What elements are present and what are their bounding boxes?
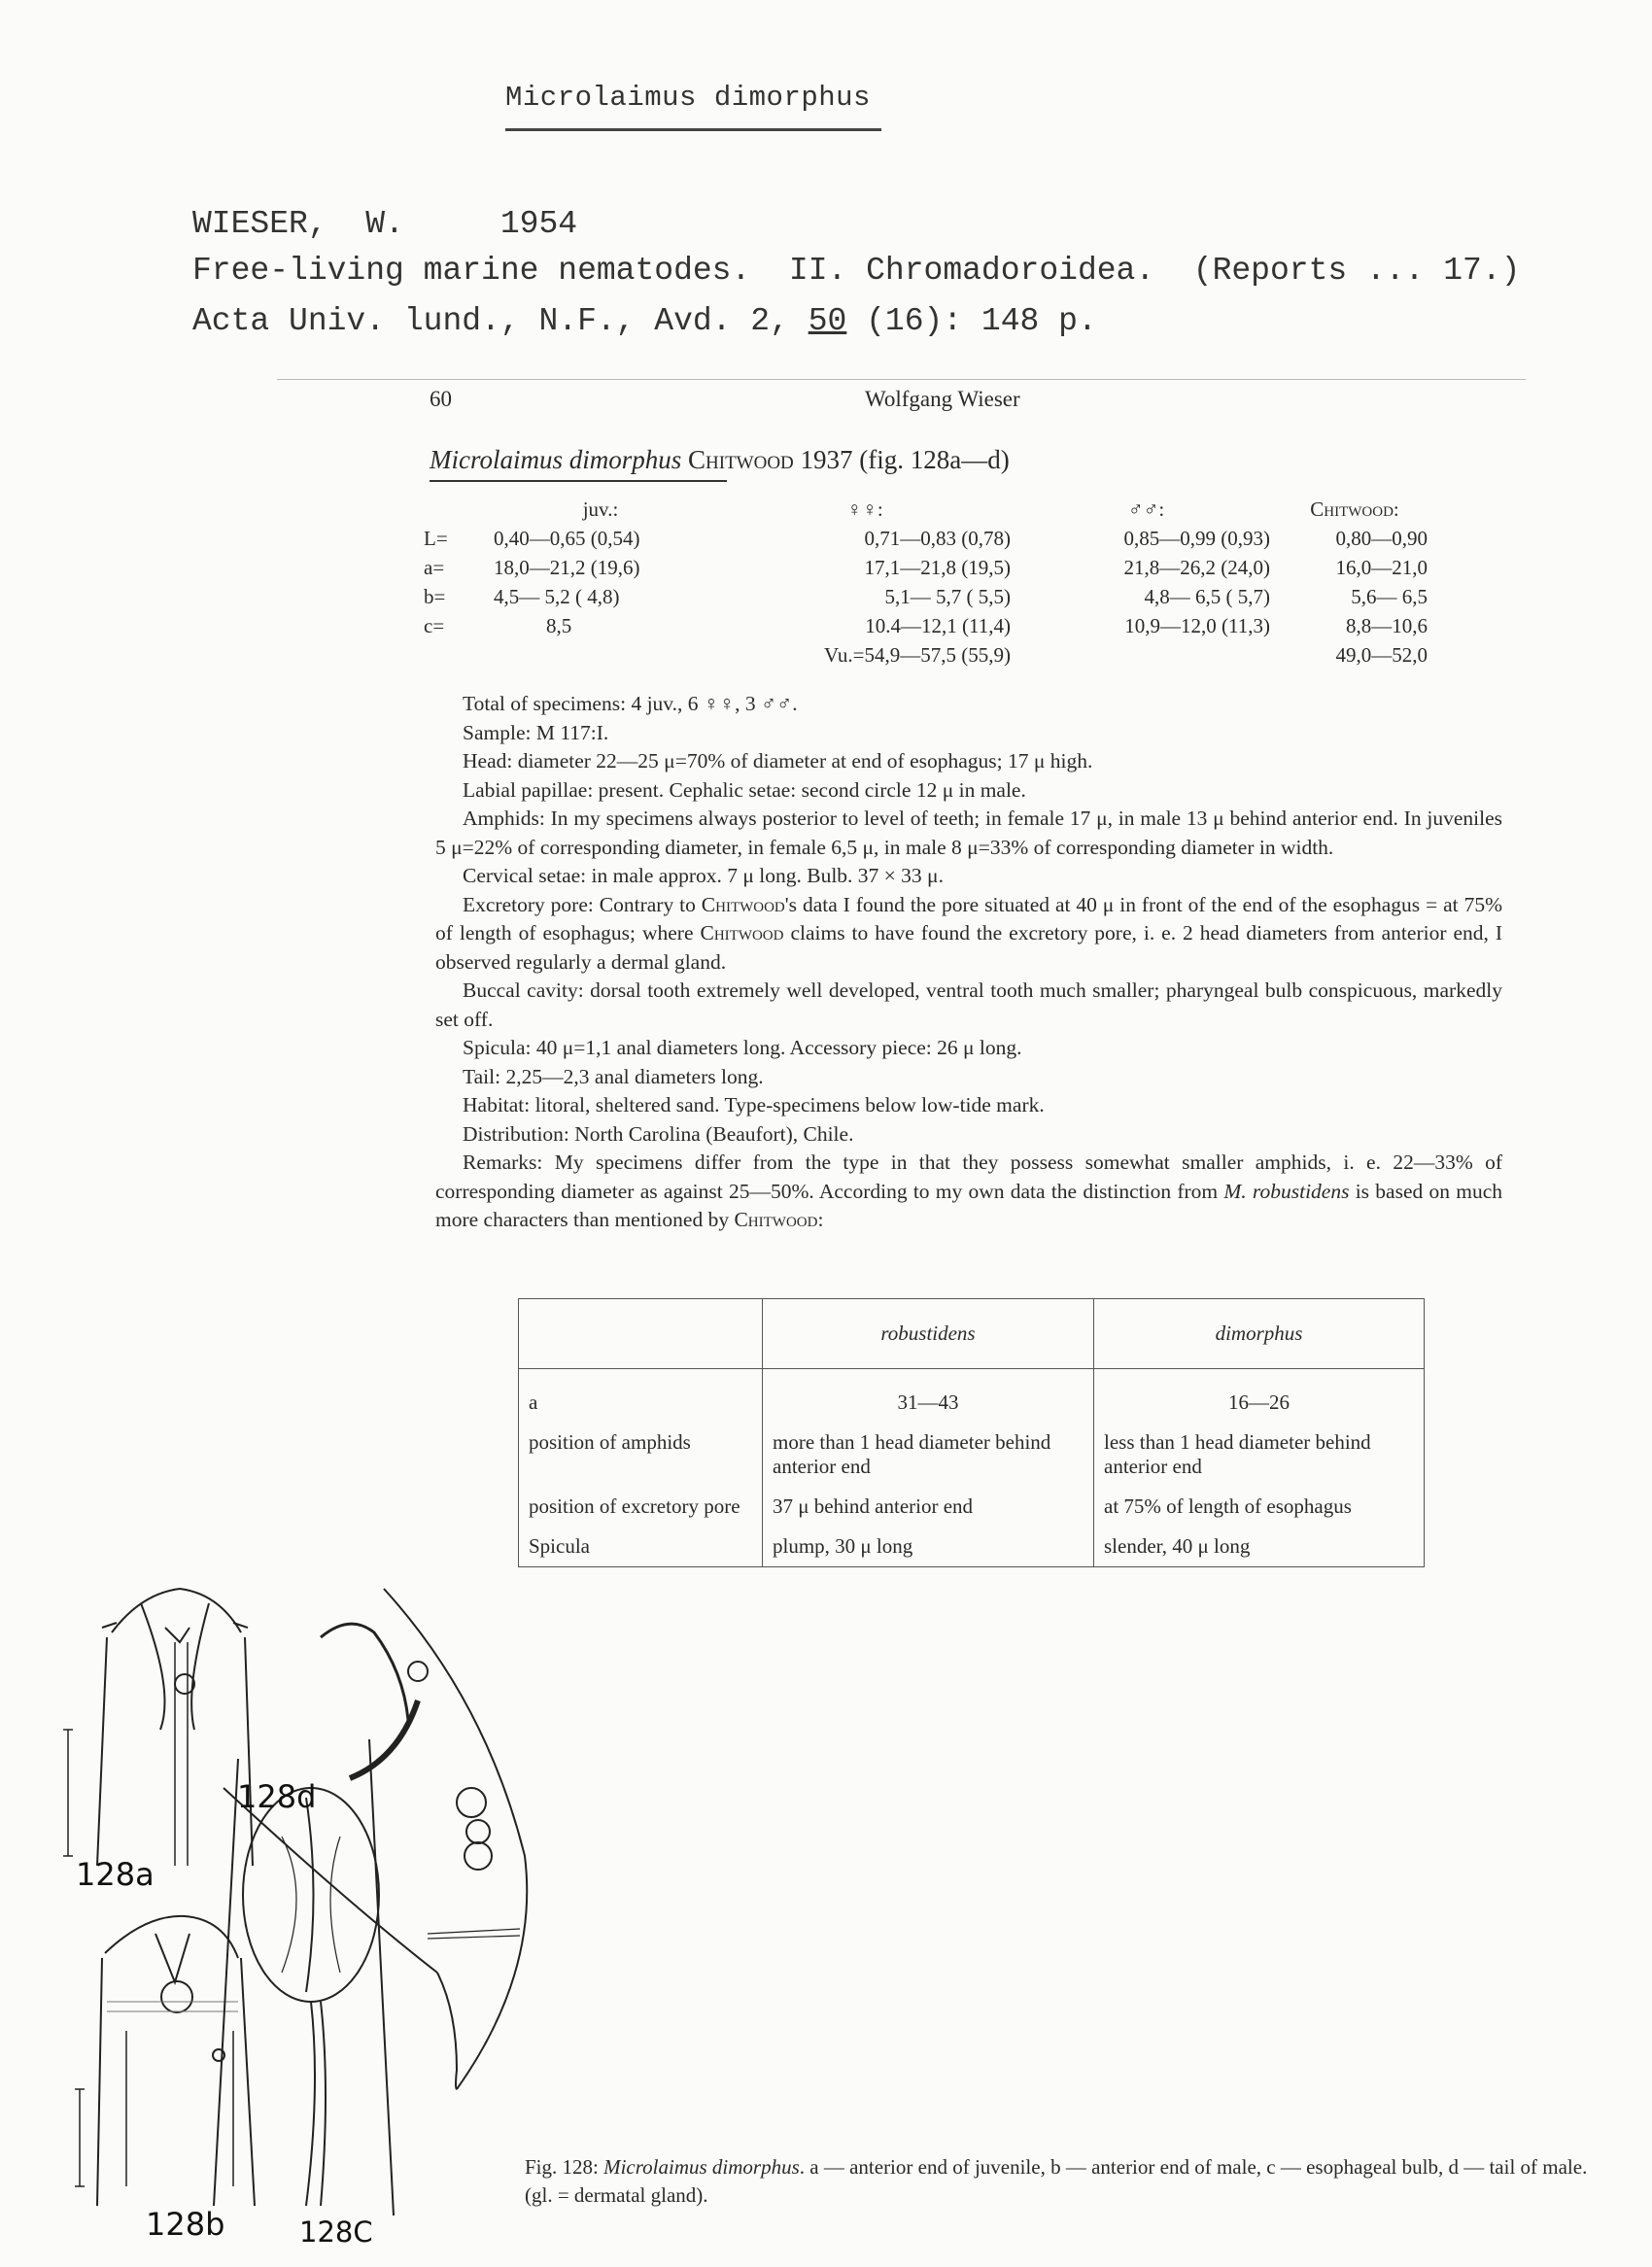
author-name: Chitwood (700, 921, 784, 945)
juv-value: 18,0—21,2 (19,6) (494, 556, 640, 579)
male-value: 4,8— 6,5 ( 5,7) (1144, 585, 1270, 608)
excretory-text-3: claims to have found the excretory pore, i. e. 2 head diameters from anterior end, I observed regularly a dermal gland. (435, 921, 1502, 974)
species-author: Chitwood (688, 445, 794, 474)
header-dimorphus: dimorphus (1094, 1299, 1425, 1369)
running-head: Wolfgang Wieser (865, 387, 1020, 411)
row-label: b= (424, 585, 446, 608)
author-name: Chitwood (734, 1208, 818, 1231)
female-value: 0,71—0,83 (0,78) (864, 527, 1011, 550)
row-label: position of amphids (519, 1423, 763, 1487)
paragraph-habitat: Habitat: litoral, sheltered sand. Type-specimens below low-tide mark. (463, 1093, 1045, 1116)
figure-label-a: 128a (76, 1856, 155, 1893)
row-label: Spicula (519, 1527, 763, 1567)
row-label: L= (424, 527, 448, 550)
measurements-table (418, 498, 1433, 672)
dimorphus-value: slender, 40 μ long (1094, 1527, 1425, 1567)
juv-value: 0,40—0,65 (0,54) (494, 527, 640, 550)
species-heading (430, 445, 1010, 475)
figure-label-c: 128C (299, 2215, 373, 2249)
paragraph-sample: Sample: M 117:I. (463, 720, 609, 744)
species-description (435, 690, 1502, 1235)
comparison-row (519, 1487, 1425, 1527)
citation-journal (192, 303, 1097, 339)
measurement-row (418, 643, 1433, 672)
row-label: c= (424, 614, 445, 637)
chitwood-value: 5,6— 6,5 (1351, 585, 1428, 608)
document-title: Microlaimus dimorphus (505, 82, 871, 114)
dimorphus-value: 16—26 (1094, 1369, 1425, 1424)
header-male: ♂♂: (1127, 498, 1165, 521)
juv-value: 8,5 (546, 614, 572, 637)
remarks-species: M. robustidens (1223, 1179, 1350, 1203)
remarks-text-3: : (817, 1208, 824, 1231)
header-chitwood: Chitwood: (1310, 498, 1399, 521)
paragraph-tail: Tail: 2,25—2,3 anal diameters long. (463, 1064, 764, 1088)
page-number: 60 (430, 387, 452, 411)
comparison-row (519, 1423, 1425, 1487)
female-value: 5,1— 5,7 ( 5,5) (884, 585, 1011, 608)
paragraph-head: Head: diameter 22—25 μ=70% of diameter at end of esophagus; 17 μ high. (463, 749, 1093, 773)
author-name: Chitwood (701, 892, 785, 916)
chitwood-value: 0,80—0,90 (1335, 527, 1428, 550)
paragraph-specimens: Total of specimens: 4 juv., 6 ♀♀, 3 ♂♂. (463, 692, 798, 715)
robustidens-value: 31—43 (763, 1369, 1094, 1424)
measurement-row (418, 614, 1433, 643)
row-label: position of excretory pore (519, 1487, 763, 1527)
male-value: 21,8—26,2 (24,0) (1123, 556, 1270, 579)
comparison-row (519, 1369, 1425, 1424)
species-year-fig: 1937 (fig. 128a—d) (793, 445, 1010, 474)
paragraph-excretory (435, 891, 1502, 978)
dimorphus-value: at 75% of length of esophagus (1094, 1487, 1425, 1527)
figure-128 (29, 1545, 1584, 2249)
nematode-drawings (29, 1545, 1584, 2225)
header-female: ♀♀: (846, 498, 883, 521)
juv-value: 4,5— 5,2 ( 4,8) (494, 585, 620, 608)
measurement-row (418, 527, 1433, 556)
page-top-rule (277, 379, 1526, 380)
measurement-row (418, 585, 1433, 614)
header-robustidens: robustidens (763, 1299, 1094, 1369)
female-value: Vu.=54,9—57,5 (55,9) (824, 643, 1011, 667)
male-value: 0,85—0,99 (0,93) (1123, 527, 1270, 550)
excretory-text-1: Excretory pore: Contrary to (463, 892, 702, 916)
paragraph-buccal: Buccal cavity: dorsal tooth extremely well developed, ventral tooth much smaller; pharyngeal bulb conspicuous, markedly set off. (435, 979, 1502, 1031)
paragraph-labial: Labial papillae: present. Cephalic setae: second circle 12 μ in male. (463, 777, 1026, 802)
female-value: 17,1—21,8 (19,5) (864, 556, 1011, 579)
dimorphus-value: less than 1 head diameter behind anterior end (1094, 1423, 1425, 1487)
robustidens-value: more than 1 head diameter behind anterior end (763, 1423, 1094, 1487)
chitwood-value: 8,8—10,6 (1346, 614, 1428, 637)
row-label (418, 643, 488, 672)
drawing-128a (63, 1589, 253, 1866)
figure-label-d: 128d (237, 1778, 317, 1815)
header-juv: juv.: (582, 498, 619, 521)
paragraph-spicula: Spicula: 40 μ=1,1 anal diameters long. Accessory piece: 26 μ long. (463, 1036, 1022, 1059)
robustidens-value: plump, 30 μ long (763, 1527, 1094, 1567)
comparison-header-row (519, 1299, 1425, 1369)
caption-text: . a — anterior end of juvenile, b — anterior end of male, c — esophageal bulb, d — tail of male. (gl. = dermatal gland). (525, 2155, 1588, 2207)
paragraph-remarks (435, 1149, 1502, 1235)
caption-species: Microlaimus dimorphus (603, 2155, 800, 2179)
chitwood-value: 49,0—52,0 (1335, 643, 1428, 667)
male-value (1016, 643, 1276, 672)
female-value: 10.4—12,1 (11,4) (865, 614, 1011, 637)
male-value: 10,9—12,0 (11,3) (1124, 614, 1270, 637)
measurement-row (418, 556, 1433, 585)
chitwood-value: 16,0—21,0 (1335, 556, 1428, 579)
species-underline (430, 480, 727, 482)
caption-prefix: Fig. 128: (525, 2155, 604, 2179)
paragraph-amphids: Amphids: In my specimens always posterior to level of teeth; in female 17 μ, in male 13 μ behind anterior end. In juveniles 5 μ=22% of corresponding diameter, in female 6,5 μ, in male 8 μ=33% of corresponding diameter in width. (435, 807, 1502, 859)
citation-journal-prefix: Acta Univ. lund., N.F., Avd. 2, (192, 303, 809, 339)
row-label: a= (424, 556, 445, 579)
excretory-text-2: 's data I found the pore situated at 40 μ in front of the end of the esophagus = at 75% of length of esophagus; where (435, 892, 1502, 945)
citation-title: Free-living marine nematodes. II. Chromadoroidea. (Reports ... 17.) (192, 253, 1521, 289)
measurements-label-header (418, 498, 488, 527)
citation-volume: 50 (808, 303, 847, 339)
species-name: Microlaimus dimorphus (430, 445, 682, 474)
remarks-text-1: Remarks: My specimens differ from the type in that they possess somewhat smaller amphids, i. e. 22—33% of corresponding diameter as against 25—50%. According to my own data the distinction from (435, 1151, 1502, 1203)
title-underline (505, 128, 881, 131)
comparison-corner (519, 1299, 763, 1369)
comparison-table (518, 1298, 1425, 1567)
row-label: a (519, 1369, 763, 1424)
robustidens-value: 37 μ behind anterior end (763, 1487, 1094, 1527)
paragraph-distribution: Distribution: North Carolina (Beaufort), Chile. (463, 1121, 854, 1146)
figure-caption (525, 2153, 1594, 2210)
measurements-header-row (418, 498, 1433, 527)
juv-value (488, 643, 713, 672)
paragraph-cervical: Cervical setae: in male approx. 7 μ long. Bulb. 37 × 33 μ. (463, 864, 944, 887)
figure-label-b: 128b (146, 2206, 225, 2243)
remarks-text-2: is based on much more characters than mentioned by (435, 1179, 1502, 1231)
citation-author-year: WIESER, W. 1954 (192, 206, 578, 242)
citation-journal-suffix: (16): 148 p. (846, 303, 1097, 339)
